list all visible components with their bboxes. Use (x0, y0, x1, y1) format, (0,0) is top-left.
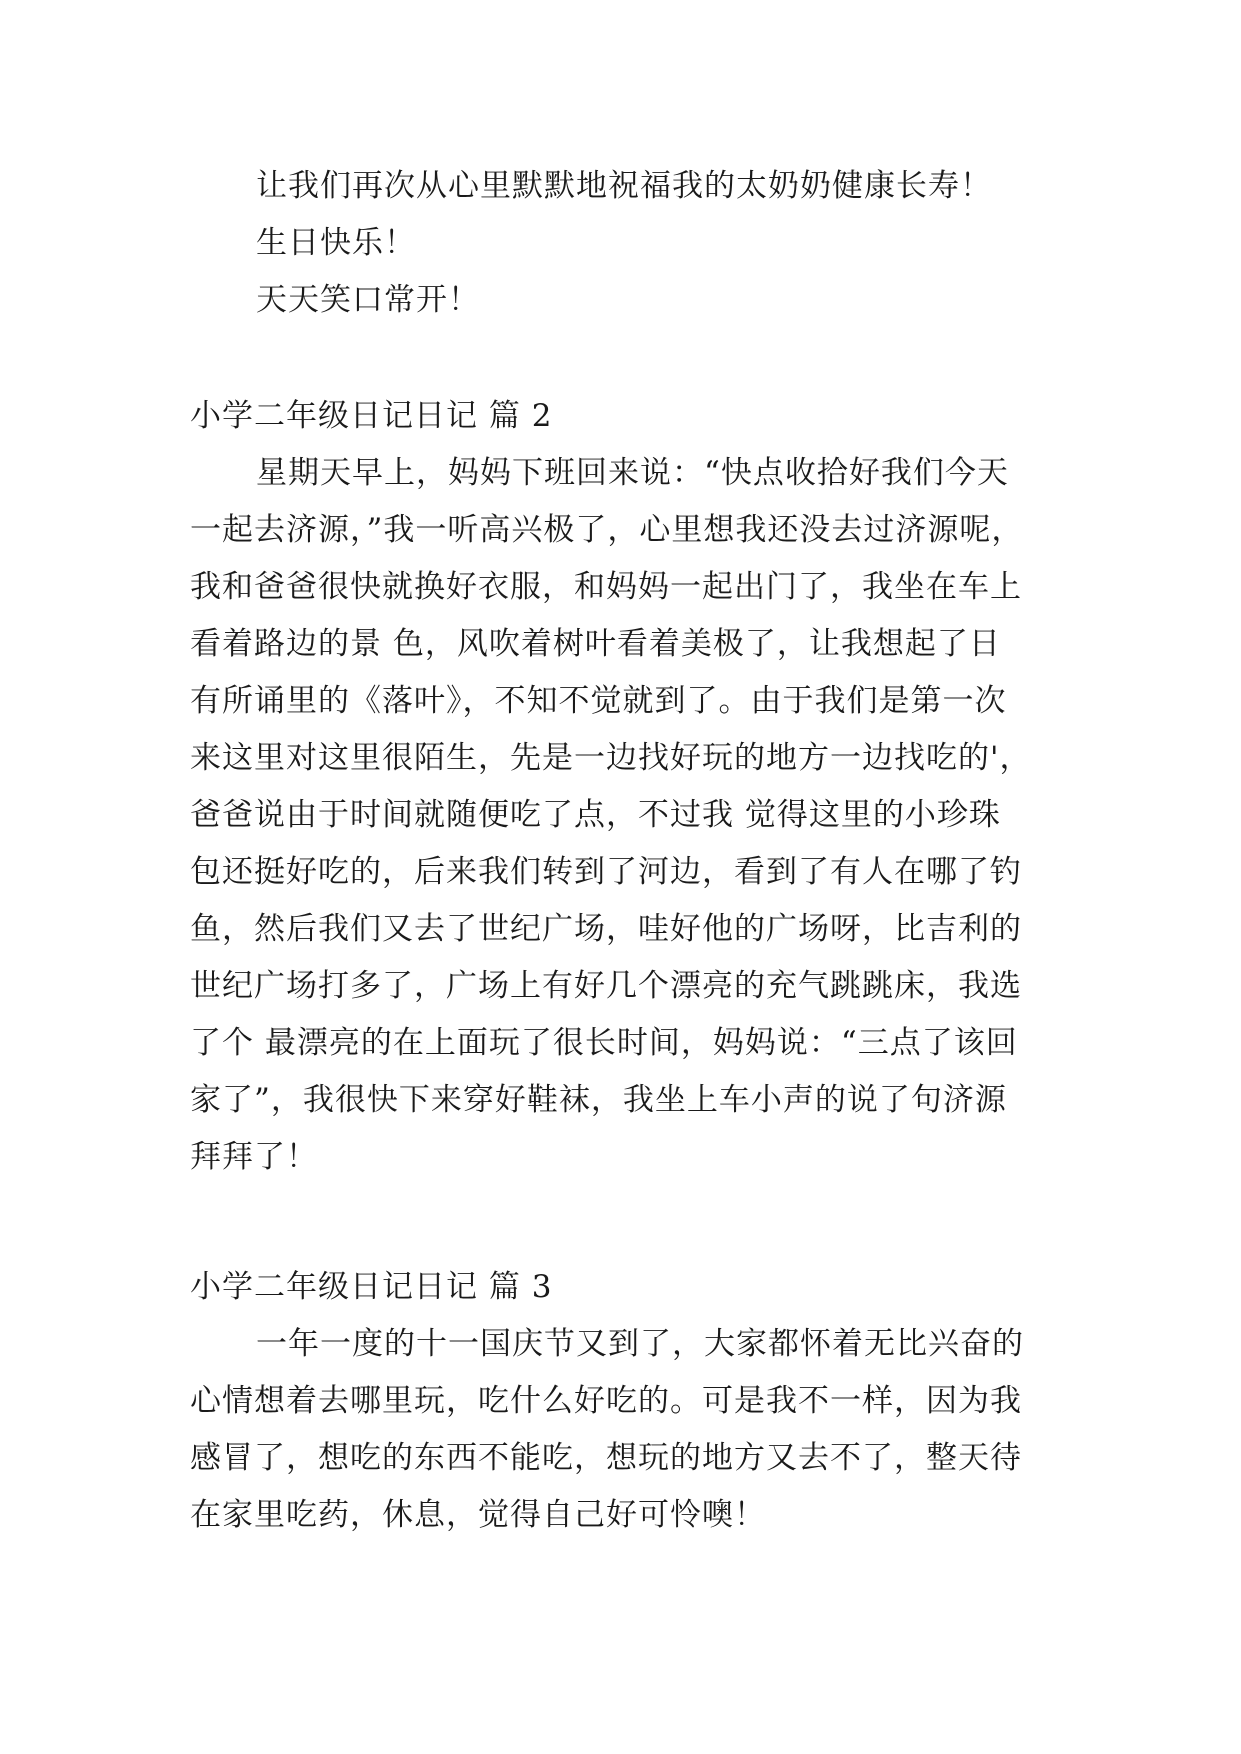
paragraph-line: 一起去济源，”我一听高兴极了，心里想我还没去过济源呢， (190, 512, 1024, 548)
intro-line: 生日快乐！ (256, 225, 416, 261)
intro-line: 让我们再次从心里默默地祝福我的太奶奶健康长寿！ (256, 168, 992, 204)
paragraph-line: 爸爸说由于时间就随便吃了点，不过我 觉得这里的小珍珠 (190, 797, 1001, 833)
section-heading: 小学二年级日记日记 篇 2 (190, 398, 553, 434)
paragraph-line: 看着路边的景 色，风吹着树叶看着美极了，让我想起了日 (190, 626, 1001, 662)
paragraph-line: 感冒了，想吃的东西不能吃，想玩的地方又去不了，整天待 (190, 1440, 1022, 1476)
paragraph-line: 来这里对这里很陌生，先是一边找好玩的地方一边找吃的'， (190, 740, 1032, 776)
paragraph-line: 一年一度的十一国庆节又到了，大家都怀着无比兴奋的 (256, 1326, 1024, 1362)
paragraph-line: 家了”，我很快下来穿好鞋袜，我坐上车小声的说了句济源 (190, 1082, 1007, 1118)
paragraph-line: 我和爸爸很快就换好衣服，和妈妈一起出门了，我坐在车上 (190, 569, 1022, 605)
paragraph-line: 鱼，然后我们又去了世纪广场，哇好他的广场呀，比吉利的 (190, 911, 1022, 947)
paragraph-line: 世纪广场打多了，广场上有好几个漂亮的充气跳跳床，我选 (190, 968, 1022, 1004)
section-heading: 小学二年级日记日记 篇 3 (190, 1269, 553, 1305)
paragraph-line: 在家里吃药，休息，觉得自己好可怜噢！ (190, 1497, 766, 1533)
diary-entry-2 (190, 388, 1070, 1186)
paragraph-line: 星期天早上，妈妈下班回来说：“快点收拾好我们今天 (256, 455, 1009, 491)
paragraph-line: 有所诵里的《落叶》，不知不觉就到了。由于我们是第一次 (190, 683, 1007, 719)
intro-paragraphs (190, 158, 1070, 329)
intro-line: 天天笑口常开！ (256, 282, 480, 318)
paragraph-line: 拜拜了！ (190, 1139, 318, 1175)
paragraph-line: 心情想着去哪里玩，吃什么好吃的。可是我不一样，因为我 (190, 1383, 1022, 1419)
paragraph-line: 包还挺好吃的，后来我们转到了河边，看到了有人在哪了钓 (190, 854, 1022, 890)
diary-entry-3 (190, 1259, 1070, 1544)
paragraph-line: 了个 最漂亮的在上面玩了很长时间，妈妈说：“三点了该回 (190, 1025, 1018, 1061)
